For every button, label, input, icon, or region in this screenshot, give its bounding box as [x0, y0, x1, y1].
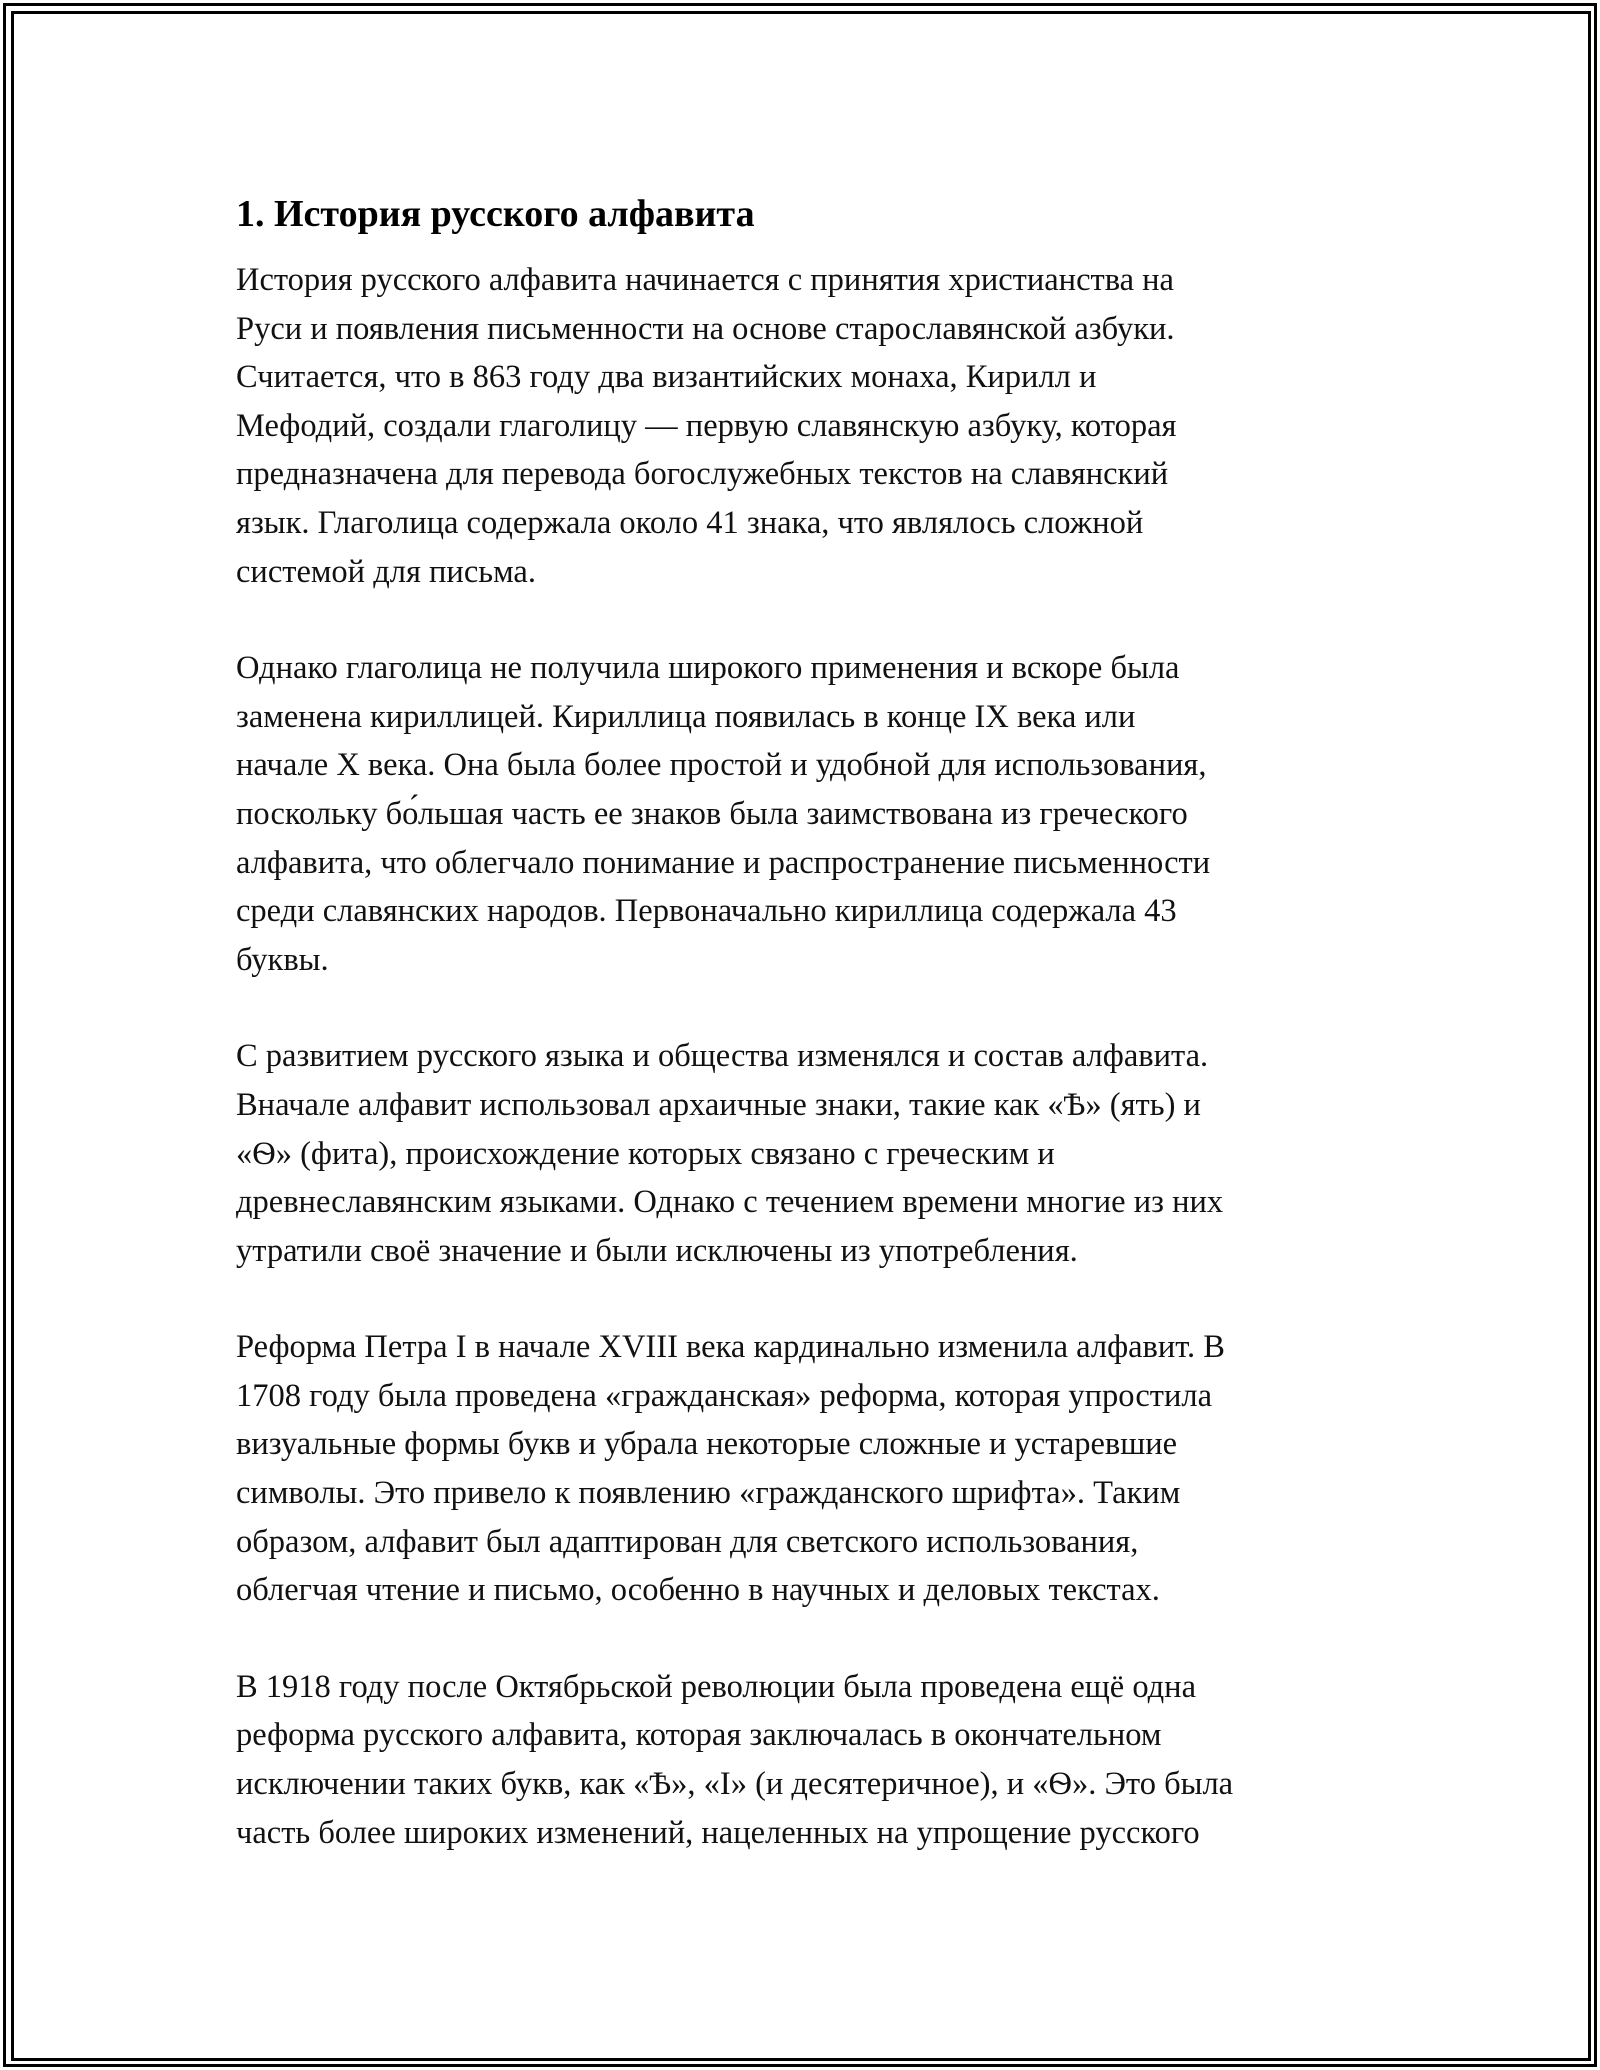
paragraph-peter-reform: Реформа Петра I в начале XVIII века кардинально изменила алфавит. В 1708 году была проведена «гражданская» реформа, которая упростила визуальные формы букв и убрала некоторые сложные и устаревшие символы. Это привело к появлению «гражданского шрифта». Таким образом, алфавит был адаптирован для светского использования, облегчая чтение и письмо, особенно в научных и деловых текстах.: [236, 1329, 1225, 1609]
paragraph-archaic-letters: С развитием русского языка и общества изменялся и состав алфавита. Вначале алфавит использовал архаичные знаки, такие как «Ѣ» (ять) и «Ѳ» (фита), происхождение которых связано с греческим и древнеславянским языками. Однако с течением времени многие из них утратили своё значение и были исключены из употребления.: [236, 1038, 1224, 1269]
paragraph-cyrillic-adoption: Однако глаголица не получила широкого применения и вскоре была заменена кириллицей. Кириллица появилась в конце IX века или начале X века. Она была более простой и удобной для использования, поскольку бо́льшая часть ее знаков была заимствована из греческого алфавита, что облегчало понимание и распространение письменности среди славянских народов. Первоначально кириллица содержала 43 буквы.: [236, 650, 1211, 978]
paragraph-glagolitic-origin: История русского алфавита начинается с принятия христианства на Руси и появления письменности на основе старославянской азбуки. Считается, что в 863 году два византийских монаха, Кирилл и Мефодий, создали глаголицу — первую славянскую азбуку, которая предназначена для перевода богослужебных текстов на славянский язык. Глаголица содержала около 41 знака, что являлось сложной системой для письма.: [236, 262, 1177, 590]
document-body: [236, 188, 1366, 1905]
section-heading: 1. История русского алфавита: [236, 193, 755, 235]
paragraph-1918-reform: В 1918 году после Октябрьской революции была проведена ещё одна реформа русского алфавита, которая заключалась в окончательном исключении таких букв, как «Ѣ», «І» (и десятеричное), и «Ѳ». Это была часть более широких изменений, нацеленных на упрощение русского: [236, 1668, 1234, 1851]
